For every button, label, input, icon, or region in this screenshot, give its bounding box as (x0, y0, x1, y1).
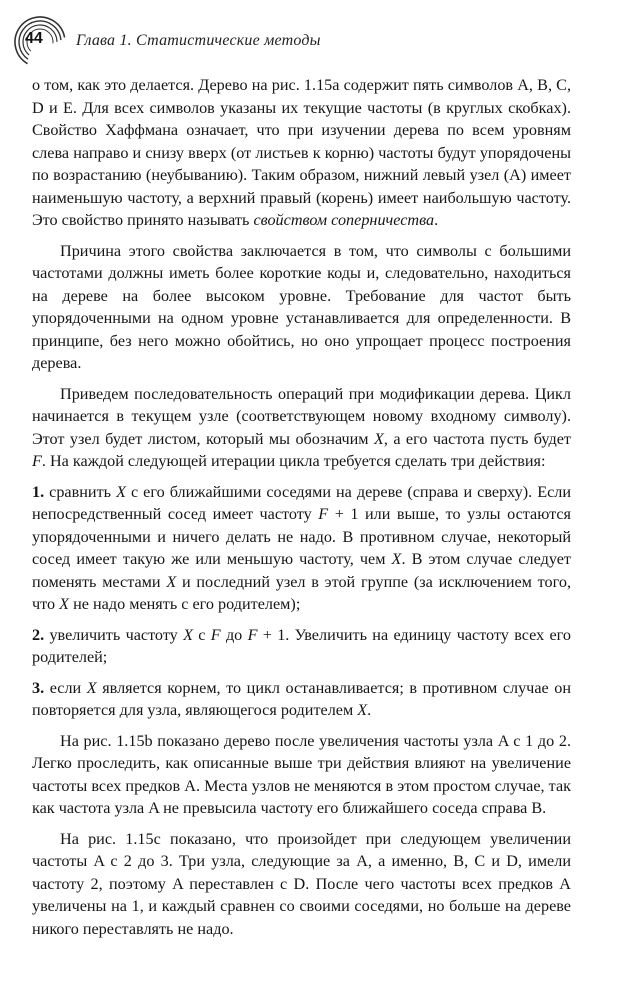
math-var-x: X (373, 429, 384, 448)
paragraph-2: Причина этого свойства заключается в том, что символы с большими частотами должны иметь более короткие коды и, следовательно, находиться на дереве на более высоком уровне. Требование для частот быть упорядоченными на одном уровне устанавливается для определенности. В принципе, без него можно обойтись, но оно упрощает процесс построения дерева. (32, 241, 571, 372)
step-3: 3. если X является корнем, то цикл останавливается; в противном случае он повторяется для узла, являющегося родителем X. (32, 678, 571, 719)
page-badge (10, 14, 66, 70)
page-header (10, 14, 610, 70)
step-number: 3. (32, 678, 45, 697)
page-body (32, 74, 571, 940)
paragraph-3: Приведем последовательность операций при модификации дерева. Цикл начинается в текущем узле (соответствующем новому входному символу). Этот узел будет листом, который мы обозначим X, а его частота пусть будет F. На каждой следующей итерации цикла требуется сделать три действия: (32, 384, 571, 470)
paragraph-1-text: о том, как это делается. Дерево на рис. 1.15a содержит пять символов A, B, C, D и E. Для всех символов указаны их текущие частоты (в круглых скобках). Свойство Хаффмана означает, что при изучении дерева по всем уровням слева направо и снизу вверх (от листьев к корню) частоты будут упорядочены по возрастанию (неубыванию). Таким образом, нижний левый узел (A) имеет наименьшую частоту, а верхний правый (корень) имеет наибольшую частоту. Это свойство принято называть (32, 76, 571, 229)
paragraph-1 (32, 74, 571, 232)
step-number: 1. (32, 482, 45, 501)
paragraph-5: На рис. 1.15c показано, что произойдет при следующем увеличении частоты A с 2 до 3. Три узла, следующие за A, а именно, B, C и D, имели частоту 2, поэтому A переставлен с D. После чего частоты всех предков A увеличены на 1, и каждый сравнен со своими соседями, но больше на дереве никого переставлять не надо. (32, 829, 571, 938)
page-number: 44 (25, 30, 43, 47)
step-number: 2. (32, 625, 45, 644)
step-2: 2. увеличить частоту X с F до F + 1. Увеличить на единицу частоту всех его родителей; (32, 625, 571, 666)
running-head: Глава 1. Статистические методы (76, 32, 321, 49)
paragraph-4: На рис. 1.15b показано дерево после увеличения частоты узла A с 1 до 2. Легко проследить, как описанные выше три действия влияют на увеличение частоты всех предков A. Места узлов не меняются в этом простом случае, так как частота узла A не превысила частоту его ближайшего соседа справа B. (32, 731, 571, 817)
term-rivalry-property: свойством соперничества (253, 211, 435, 229)
step-1: 1. сравнить X с его ближайшими соседями на дереве (справа и сверху). Если непосредственный сосед имеет частоту F + 1 или выше, то узлы остаются упорядоченными и ничего делать не надо. В противном случае, некоторый сосед имеет такую же или меньшую частоту, чем X. В этом случае следует поменять местами X и последний узел в этой группе (за исключением того, что X не надо менять с его родителем); (32, 482, 572, 613)
math-var-f: F (32, 452, 42, 470)
paragraph-1-end: . (434, 211, 439, 229)
